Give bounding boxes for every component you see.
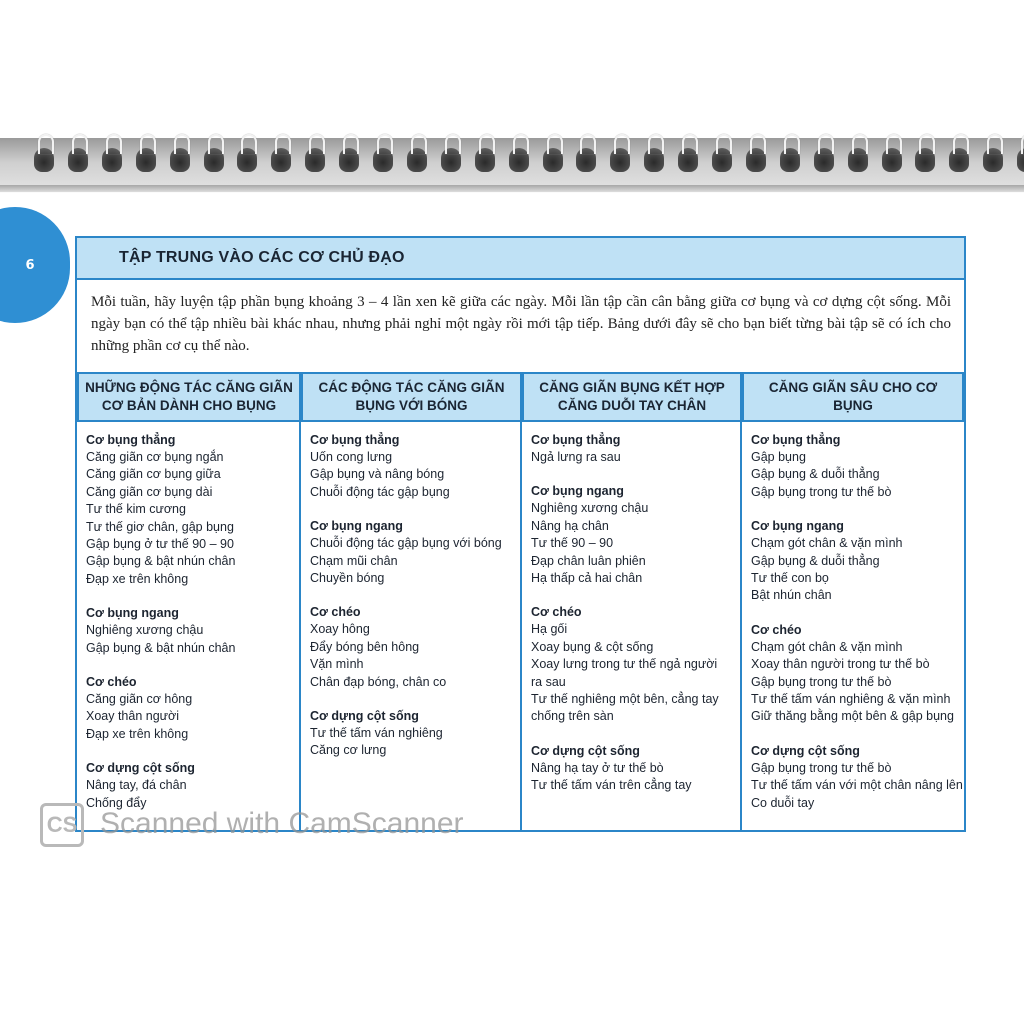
- muscle-group-title: Cơ chéo: [531, 605, 582, 620]
- column-deep: [742, 422, 964, 832]
- column-header-deep: CĂNG GIÃN SÂU CHO CƠ BỤNG: [742, 372, 964, 422]
- muscle-group-title: Cơ dựng cột sống: [86, 761, 195, 776]
- binding-ring: [780, 148, 800, 172]
- exercise-item: Uốn cong lưng: [310, 450, 393, 464]
- exercise-item: Xoay lưng trong tư thế ngả người: [531, 657, 718, 672]
- exercise-item: Xoay thân người: [86, 709, 180, 724]
- exercise-item: Căng giãn cơ bụng ngắn: [86, 450, 224, 464]
- watermark-text: Scanned with CamScanner: [100, 807, 464, 840]
- exercise-item: Xoay bụng & cột sống: [531, 639, 654, 654]
- binding-ring: [34, 148, 54, 172]
- muscle-group: [751, 432, 958, 501]
- binding-ring: [102, 148, 122, 172]
- exercise-item: Đạp xe trên không: [86, 726, 189, 741]
- binding-ring: [644, 148, 664, 172]
- binding-ring: [509, 148, 529, 172]
- exercise-item: Chạm gót chân & vặn mình: [751, 639, 903, 654]
- exercise-item: Tư thế kim cương: [86, 502, 186, 517]
- exercise-item: Chuyền bóng: [310, 571, 385, 586]
- section-title: TẬP TRUNG VÀO CÁC CƠ CHỦ ĐẠO: [119, 249, 405, 266]
- exercise-item: Tư thế 90 – 90: [531, 536, 614, 551]
- exercise-item: Căng giãn cơ bụng dài: [86, 484, 213, 499]
- binding-ring: [271, 148, 291, 172]
- binding-ring: [746, 148, 766, 172]
- muscle-group: [310, 708, 514, 760]
- muscle-group: [531, 743, 734, 795]
- exercise-item: Gập bụng ở tư thế 90 – 90: [86, 537, 234, 552]
- exercise-item: Xoay hông: [310, 622, 370, 637]
- muscle-group: [310, 604, 514, 691]
- exercise-item: Xoay thân người trong tư thế bò: [751, 657, 930, 672]
- binding-ring: [848, 148, 868, 172]
- exercise-item: Nâng tay, đá chân: [86, 778, 187, 793]
- exercise-item: Gập bụng trong tư thế bò: [751, 760, 892, 775]
- muscle-group-title: Cơ bụng thẳng: [310, 433, 400, 447]
- exercise-item: Đạp xe trên không: [86, 571, 189, 586]
- binding-ring: [441, 148, 461, 172]
- muscle-group-title: Cơ bụng ngang: [310, 519, 403, 534]
- muscle-group-title: Cơ bụng ngang: [531, 484, 624, 499]
- binding-ring: [983, 148, 1003, 172]
- exercise-item: Tư thế tấm ván trên cẳng tay: [531, 778, 692, 793]
- binding-ring: [136, 148, 156, 172]
- exercise-item: Chống đẩy: [86, 795, 147, 810]
- exercise-item: Nghiêng xương chậu: [531, 501, 649, 516]
- muscle-group: [86, 605, 293, 657]
- muscle-group: [310, 432, 514, 501]
- muscle-group: [531, 483, 734, 587]
- exercise-item: Tư thế nghiêng một bên, cẳng tay: [531, 692, 719, 707]
- muscle-group-title: Cơ dựng cột sống: [310, 709, 419, 724]
- table-body: [77, 422, 964, 832]
- table-header-row: [77, 372, 964, 422]
- exercise-item: Gập bụng & duỗi thẳng: [751, 467, 880, 482]
- exercise-item: Tư thế tấm ván nghiêng & vặn mình: [751, 692, 951, 707]
- spiral-binding: [0, 130, 1024, 190]
- muscle-group-title: Cơ chéo: [86, 675, 137, 690]
- muscle-group: [531, 604, 734, 725]
- exercise-item: Căng giãn cơ hông: [86, 692, 193, 707]
- muscle-group-title: Cơ bụng ngang: [751, 519, 844, 534]
- binding-ring: [339, 148, 359, 172]
- binding-ring: [170, 148, 190, 172]
- exercise-item: Đẩy bóng bên hông: [310, 639, 420, 654]
- muscle-group: [86, 432, 293, 588]
- exercise-item: Chân đạp bóng, chân co: [310, 674, 447, 689]
- binding-ring: [678, 148, 698, 172]
- column-header-ball: CÁC ĐỘNG TÁC CĂNG GIÃN BỤNG VỚI BÓNG: [301, 372, 522, 422]
- binding-ring: [576, 148, 596, 172]
- binding-ring: [237, 148, 257, 172]
- muscle-group: [86, 674, 293, 743]
- column-combined: [522, 422, 742, 832]
- exercise-item: Tư thế giơ chân, gập bụng: [86, 519, 234, 534]
- muscle-group: [310, 518, 514, 587]
- exercise-item: Căng giãn cơ bụng giữa: [86, 467, 221, 482]
- muscle-group-title: Cơ chéo: [751, 622, 802, 637]
- intro-paragraph: Mỗi tuần, hãy luyện tập phần bụng khoảng 3 – 4 lần xen kẽ giữa các ngày. Mỗi lần tập cần cân bằng giữa cơ bụng và cơ dựng cột sống. Mỗi ngày bạn có thể tập nhiều bài khác nhau, nhưng phải nghỉ một ngày rồi mới tập tiếp. Bảng dưới đây sẽ cho bạn biết từng bài tập sẽ có ích cho những phần cơ cụ thể nào.: [91, 294, 951, 354]
- exercise-item: Gập bụng & bật nhún chân: [86, 640, 236, 655]
- exercise-item: Vặn mình: [310, 657, 364, 672]
- exercise-item: Bật nhún chân: [751, 588, 832, 603]
- exercise-item: Hạ thấp cả hai chân: [531, 571, 643, 586]
- exercise-item: Chạm gót chân & vặn mình: [751, 536, 903, 551]
- binding-ring: [373, 148, 393, 172]
- column-header-combined: CĂNG GIÃN BỤNG KẾT HỢP CĂNG DUỖI TAY CHÂN: [522, 372, 742, 422]
- binding-ring: [949, 148, 969, 172]
- binding-ring: [204, 148, 224, 172]
- muscle-group: [751, 743, 963, 812]
- exercise-item: Đạp chân luân phiên: [531, 553, 646, 568]
- exercise-item: Chuỗi động tác gập bụng với bóng: [310, 536, 502, 551]
- exercise-item: Gập bụng: [751, 450, 806, 464]
- muscle-group-title: Cơ bụng ngang: [86, 606, 179, 621]
- exercise-item: Chạm mũi chân: [310, 553, 398, 568]
- binding-ring: [305, 148, 325, 172]
- muscle-group: [531, 432, 734, 466]
- exercise-item: Gập bụng và nâng bóng: [310, 467, 445, 482]
- exercise-item: Nghiêng xương chậu: [86, 623, 204, 638]
- column-header-basic: NHỮNG ĐỘNG TÁC CĂNG GIÃN CƠ BẢN DÀNH CHO BỤNG: [77, 372, 301, 422]
- exercise-item: Gập bụng & bật nhún chân: [86, 554, 236, 569]
- section-header: [77, 238, 964, 280]
- exercise-item: Nâng hạ tay ở tư thế bò: [531, 760, 664, 775]
- exercise-item: Co duỗi tay: [751, 795, 815, 810]
- exercise-item: Giữ thăng bằng một bên & gập bụng: [751, 709, 954, 724]
- page-number: 6: [25, 258, 35, 273]
- binding-ring: [543, 148, 563, 172]
- exercise-item: ra sau: [531, 674, 566, 689]
- binding-ring: [610, 148, 630, 172]
- binding-ring: [915, 148, 935, 172]
- muscle-group: [751, 518, 958, 605]
- exercise-item: Ngả lưng ra sau: [531, 450, 621, 464]
- binding-ring: [68, 148, 88, 172]
- exercise-item: chống trên sàn: [531, 709, 614, 724]
- exercise-item: Hạ gối: [531, 622, 568, 637]
- muscle-group-title: Cơ bụng thẳng: [751, 433, 841, 447]
- exercise-item: Tư thế tấm ván nghiêng: [310, 726, 443, 741]
- camscanner-watermark: [40, 801, 540, 849]
- exercise-item: Tư thế con bọ: [751, 571, 829, 586]
- exercise-item: Gập bụng & duỗi thẳng: [751, 553, 880, 568]
- content-box: [75, 236, 966, 832]
- camscanner-logo: CS: [40, 803, 84, 847]
- exercise-item: Gập bụng trong tư thế bò: [751, 484, 892, 499]
- muscle-group-title: Cơ chéo: [310, 605, 361, 620]
- binding-ring: [1017, 148, 1024, 172]
- exercise-item: Tư thế tấm ván với một chân nâng lên: [751, 778, 963, 793]
- exercise-item: Căng cơ lưng: [310, 743, 387, 758]
- binding-ring: [814, 148, 834, 172]
- binding-ring: [407, 148, 427, 172]
- muscle-group-title: Cơ dựng cột sống: [751, 743, 860, 758]
- exercise-item: Chuỗi động tác gập bụng: [310, 484, 450, 499]
- exercise-item: Nâng hạ chân: [531, 518, 609, 533]
- column-basic: [77, 422, 301, 832]
- muscle-group-title: Cơ bụng thẳng: [531, 433, 621, 447]
- binding-ring: [475, 148, 495, 172]
- binding-ring: [712, 148, 732, 172]
- muscle-group-title: Cơ dựng cột sống: [531, 743, 640, 758]
- column-ball: [301, 422, 522, 832]
- binding-ring: [882, 148, 902, 172]
- muscle-group-title: Cơ bụng thẳng: [86, 433, 176, 447]
- exercise-item: Gập bụng trong tư thế bò: [751, 674, 892, 689]
- muscle-group: [751, 622, 958, 726]
